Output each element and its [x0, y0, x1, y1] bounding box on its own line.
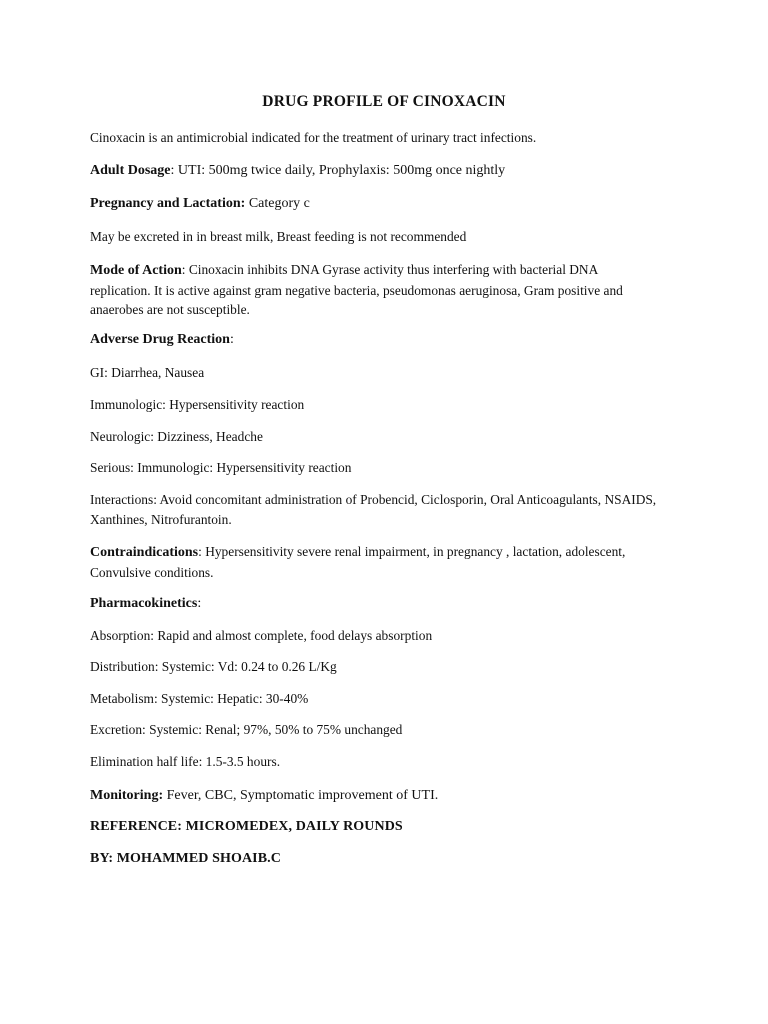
- document-title: DRUG PROFILE OF CINOXACIN: [262, 93, 506, 110]
- monitoring-label: Monitoring:: [90, 788, 164, 803]
- mode-of-action-text: : Cinoxacin inhibits DNA Gyrase activity thus interfering with bacterial DNA replication. It is active against gram negative bacteria, pseudomonas aeruginosa, Gram positive and anaerobes are not susceptible.: [90, 262, 623, 317]
- adult-dosage-label: Adult Dosage: [90, 163, 171, 178]
- author-line: BY: MOHAMMED SHOAIB.C: [90, 851, 281, 866]
- monitoring-text: Fever, CBC, Symptomatic improvement of UTI.: [163, 788, 439, 803]
- pk-absorption: Absorption: Rapid and almost complete, food delays absorption: [90, 628, 433, 643]
- adverse-neurologic: Neurologic: Dizziness, Headche: [90, 429, 263, 444]
- pharmacokinetics-suffix: :: [197, 596, 202, 611]
- breast-milk-note: May be excreted in in breast milk, Breast feeding is not recommended: [90, 229, 467, 244]
- pk-metabolism: Metabolism: Systemic: Hepatic: 30-40%: [90, 691, 309, 706]
- pregnancy-text: Category c: [245, 196, 310, 211]
- contraindications-text: : Hypersensitivity severe renal impairment, in pregnancy , lactation, adolescent, Convulsive conditions.: [90, 544, 626, 580]
- mode-of-action-label: Mode of Action: [90, 263, 182, 278]
- interactions-paragraph: Interactions: Avoid concomitant administration of Probencid, Ciclosporin, Oral Anticoagulants, NSAIDS, Xanthines, Nitrofurantoin.: [90, 492, 657, 527]
- intro-paragraph: Cinoxacin is an antimicrobial indicated for the treatment of urinary tract infections.: [90, 130, 537, 145]
- pharmacokinetics-label: Pharmacokinetics: [90, 596, 198, 611]
- adverse-serious: Serious: Immunologic: Hypersensitivity reaction: [90, 460, 352, 475]
- pk-distribution: Distribution: Systemic: Vd: 0.24 to 0.26 L/Kg: [90, 659, 337, 674]
- pregnancy-label: Pregnancy and Lactation:: [90, 196, 246, 211]
- pk-half-life: Elimination half life: 1.5-3.5 hours.: [90, 754, 281, 769]
- pk-excretion: Excretion: Systemic: Renal; 97%, 50% to 75% unchanged: [90, 722, 403, 737]
- contraindications-label: Contraindications: [90, 545, 199, 560]
- adverse-heading: [90, 330, 690, 350]
- reference-line: REFERENCE: MICROMEDEX, DAILY ROUNDS: [90, 819, 403, 834]
- adult-dosage-section: [90, 161, 690, 181]
- pregnancy-section: [90, 194, 690, 214]
- monitoring-section: [90, 786, 690, 806]
- adverse-label: Adverse Drug Reaction: [90, 332, 230, 347]
- adverse-immunologic: Immunologic: Hypersensitivity reaction: [90, 397, 305, 412]
- pharmacokinetics-heading: [90, 594, 690, 614]
- adult-dosage-text: : UTI: 500mg twice daily, Prophylaxis: 500mg once nightly: [170, 163, 506, 178]
- adverse-gi: GI: Diarrhea, Nausea: [90, 365, 205, 380]
- mode-of-action-section: [90, 260, 650, 320]
- contraindications-section: [90, 542, 665, 582]
- adverse-suffix: :: [229, 332, 234, 347]
